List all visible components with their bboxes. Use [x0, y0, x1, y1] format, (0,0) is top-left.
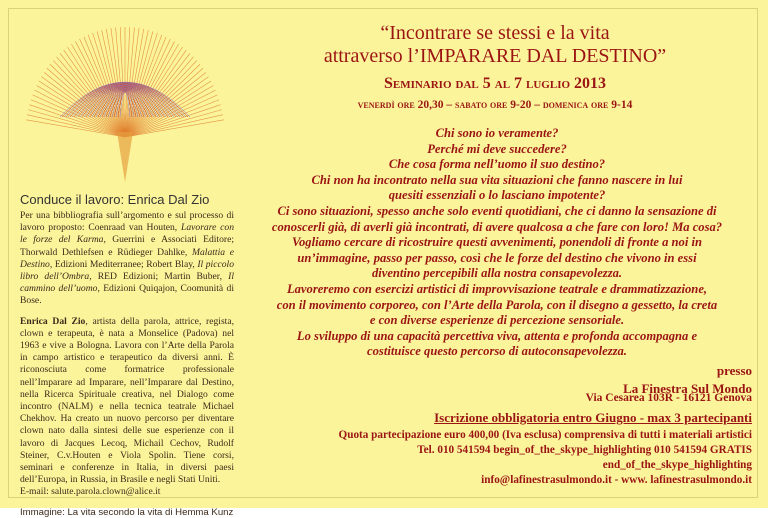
body-line: Ci sono situazioni, spesso anche solo eventi quotidiani, che ci danno la sensazione di	[277, 203, 717, 218]
image-credit: Immagine: La vita secondo la vita di Hemma Kunz	[20, 506, 234, 518]
art-ray	[125, 57, 193, 137]
fee-line: Quota partecipazione euro 400,00 (Iva esclusa) comprensiva di tutti i materiali artistici	[338, 429, 752, 441]
body-line: Perché mi deve succedere?	[427, 141, 567, 156]
body-line: e con diverse esperienze di percezione sensoriale.	[369, 313, 625, 328]
body-line: Vogliamo cercare di ricostruire questi avvenimenti, ponendoli di fronte a noi in	[291, 235, 702, 250]
body-line: Chi non ha incontrato nella sua vita situazioni che fanno nascere in lui	[311, 172, 683, 187]
body-line: quesiti essenziali o lo lasciano impotente?	[388, 188, 606, 203]
registration-details	[232, 428, 752, 488]
registration-notice: Iscrizione obbligatoria entro Giugno - max 3 partecipanti	[434, 410, 752, 425]
venue-address: Via Cesarea 103R - 16121 Genova	[585, 392, 752, 404]
seminar-times: venerdì ore 20,30 – sabato ore 9-20 – domenica ore 9-14	[357, 99, 633, 111]
body-line: Lavoreremo con esercizi artistici di improvvisazione teatrale e drammatizzazione,	[286, 281, 708, 296]
body-line: con il movimento corporeo, con l’Arte della Parola, con il disegno a gessetto, la creta	[276, 297, 718, 312]
phone-line: Tel. 010 541594 begin_of_the_skype_highlighting 010 541594 GRATIS	[417, 444, 752, 456]
venue-name: La Finestra Sul Mondo	[623, 381, 752, 396]
presso-label: presso	[716, 363, 752, 378]
body-line: diventino percepibili alla nostra consapevolezza.	[371, 266, 623, 281]
seminar-dates: Seminario dal 5 al 7 luglio 2013	[383, 75, 607, 92]
body-line: Chi sono io veramente?	[435, 126, 559, 140]
biography-text: Enrica Dal Zio, artista della parola, attrice, regista, clown e terapeuta, è nata a Monselice (Padova) nel 1963 e vive a Bologna. Lavora con l’Arte della Parola in campo artistico e terapeutico da diversi anni. È riconosciuta come formatrice professionale nell’Imparare ad Imparare, nell’Imparare dal Destino, nella Ricerca Spirituale creativa, nel Dialogo come incontro (NALM) e nella tecnica teatrale Michael Chekhov. Ha creato un nuovo percorso per diventare clown nato dalla sintesi delle sue esperienze con il lavoro di Jacques Lecoq, Michail Cechov, Rudolf Steiner, C.v.Houten e Viola Spolin. Tiene corsi, seminari e conferenze in Italia, in diversi paesi dell’Europa, in Russia, in Brasile e negli Stati Uniti. E-mail: salute.parola.clown@alice.it	[20, 315, 235, 498]
main-title: “Incontrare se stessi e la vita attraverso l’IMPARARE DAL DESTINO”	[323, 22, 667, 67]
left-column	[20, 192, 234, 518]
phone-line-end: end_of_the_skype_highlighting	[602, 459, 752, 471]
conductor-line: Conduce il lavoro: Enrica Dal Zio	[20, 192, 210, 207]
bibliography-text: Per una bibbliografia sull’argomento e sul processo di lavoro proposto: Coenraad van Houten, Lavorare con le forze del Karma, Guerrini e Associati Editore; Thorwald Dethlefsen e Rüdieger Dahlke, Malattia e Destino, Edizioni Mediterranee; Robert Blay, Il piccolo libro dell’Ombra, RED Edizioni; Martin Buber, Il cammino dell’uomo, Edizioni Quiqajon, Coomunità di Bose.	[20, 210, 235, 307]
body-line: costituisce questo percorso di autoconsapevolezza.	[367, 344, 627, 359]
art-ray	[57, 57, 125, 137]
body-line: Lo sviluppo di una capacità percettiva viva, attenta e profonda accompagna e	[296, 328, 698, 343]
contact-line: info@lafinestrasulmondo.it - www. lafinestrasulmondo.it	[481, 474, 752, 486]
artwork-string-pattern	[26, 27, 224, 182]
body-line: conoscerli già, di averli già incontrati, di avere qualcosa a che fare con loro! Ma cosa?	[271, 219, 723, 234]
artwork-image	[20, 12, 230, 187]
description-text	[244, 126, 750, 360]
art-stem	[117, 132, 133, 182]
body-line: un’immagine, passo per passo, così che le forze del destino che vivono in essi	[297, 250, 697, 265]
body-line: Che cosa forma nell’uomo il suo destino?	[388, 157, 606, 172]
email-text: E-mail: salute.parola.clown@alice.it	[20, 486, 161, 498]
